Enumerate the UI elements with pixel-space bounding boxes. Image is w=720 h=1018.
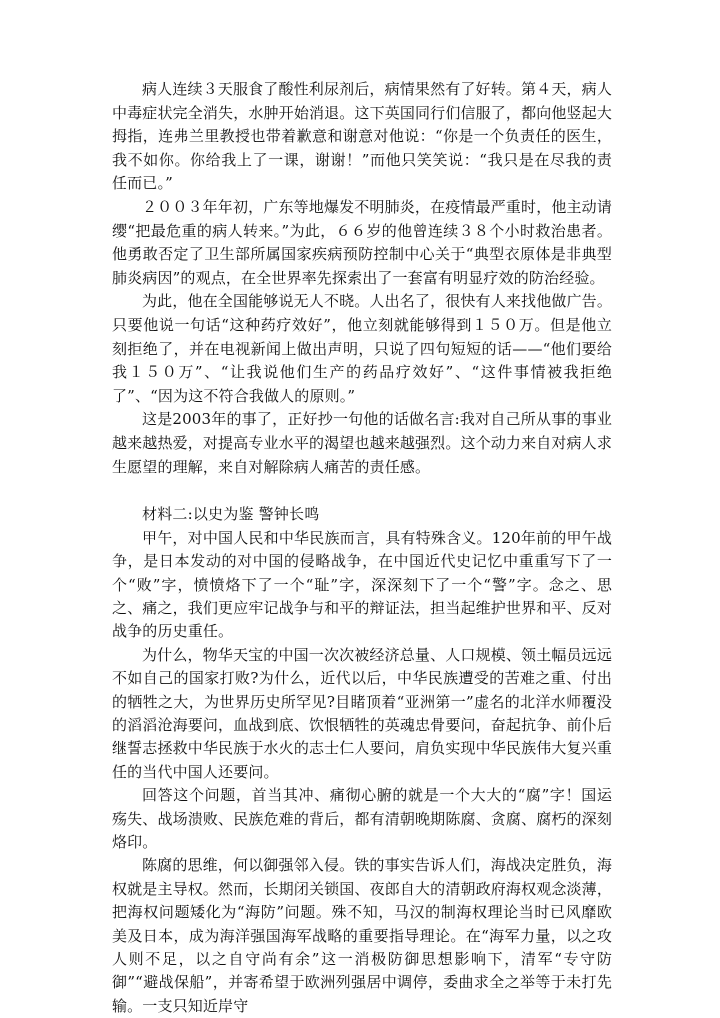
paragraph-sars-2003: ２００３年年初，广东等地爆发不明肺炎，在疫情最严重时，他主动请缨“把最危重的病人转来。”为此，６６岁的他曾连续３８个小时救治患者。他勇敢否定了卫生部所属国家疾病预防控制中心关于“典型衣原体是非典型肺炎病因”的观点，在全世界率先探索出了一套富有明显疗效的防治经验。 [112,197,612,287]
paragraph-motto: 这是2003年的事了，正好抄一句他的话做名言:我对自己所从事的事业越来越热爱，对提高专业水平的渴望也越来越强烈。这个动力来自对病人求生愿望的理解，来自对解除病人痛苦的责任感。 [112,410,612,476]
paragraph-refused-advertising: 为此，他在全国能够说无人不晓。人出名了，很快有人来找他做广告。只要他说一句话“这种药疗效好”，他立刻就能够得到１５０万。但是他立刻拒绝了，并在电视新闻上做出声明，只说了四句短短的话——“他们要给我１５０万”、“让我说他们生产的药品疗效好”、“这件事情被我拒绝了”、“因为这不符合我做人的原则。” [112,292,612,405]
paragraph-why-defeated: 为什么，物华天宝的中国一次次被经济总量、人口规模、领土幅员远远不如自己的国家打败?为什么，近代以后，中华民族遭受的苦难之重、付出的牺牲之大，为世界历史所罕见?目睹顶着“亚洲第一”虚名的北洋水师覆没的滔滔沧海要问，血战到底、饮恨牺牲的英魂忠骨要问，奋起抗争、前仆后继誓志拯救中华民族于水火的志士仁人要问，肩负实现中华民族伟大复兴重任的当代中国人还要问。 [112,645,612,781]
paragraph-jiawu-meaning: 甲午，对中国人民和中华民族而言，具有特殊含义。120年前的甲午战争，是日本发动的对中国的侵略战争，在中国近代史记忆中重重写下了一个“败”字，愤愤烙下了一个“耻”字，深深刻下了一个“警”字。念之、思之、痛之，我们更应牢记战争与和平的辩证法，担当起维护世界和平、反对战争的历史重任。 [112,528,612,641]
section-spacer [112,479,612,503]
document-body [112,78,612,1018]
section-heading: 材料二:以史为鉴 警钟长鸣 [142,505,320,524]
paragraph-treatment-result: 病人连续３天服食了酸性利尿剂后，病情果然有了好转。第４天，病人中毒症状完全消失，水肿开始消退。这下英国同行们信服了，都向他竖起大拇指，连弗兰里教授也带着歉意和谢意对他说：“你是一个负责任的医生，我不如你。你给我上了一课，谢谢！”而他只笑笑说：“我只是在尽我的责任而已。” [112,80,612,193]
paragraph-corruption: 回答这个问题，首当其冲、痛彻心腑的就是一个大大的“腐”字！国运殇失、战场溃败、民族危难的背后，都有清朝晚期陈腐、贪腐、腐朽的深刻烙印。 [112,786,612,851]
paragraph-sea-power: 陈腐的思维，何以御强邻入侵。铁的事实告诉人们，海战决定胜负，海权就是主导权。然而，长期闭关锁国、夜郎自大的清朝政府海权观念淡薄，把海权问题矮化为“海防”问题。殊不知，马汉的制海权理论当时已风靡欧美及日本，成为海洋强国海军战略的重要指导理论。在“海军力量，以之攻人则不足，以之自守尚有余”这一消极防御思想影响下，清军“专守防御”“避战保船”，并寄希望于欧洲列强居中调停，委曲求全之举等于未打先输。一支只知近岸守 [112,856,612,1015]
